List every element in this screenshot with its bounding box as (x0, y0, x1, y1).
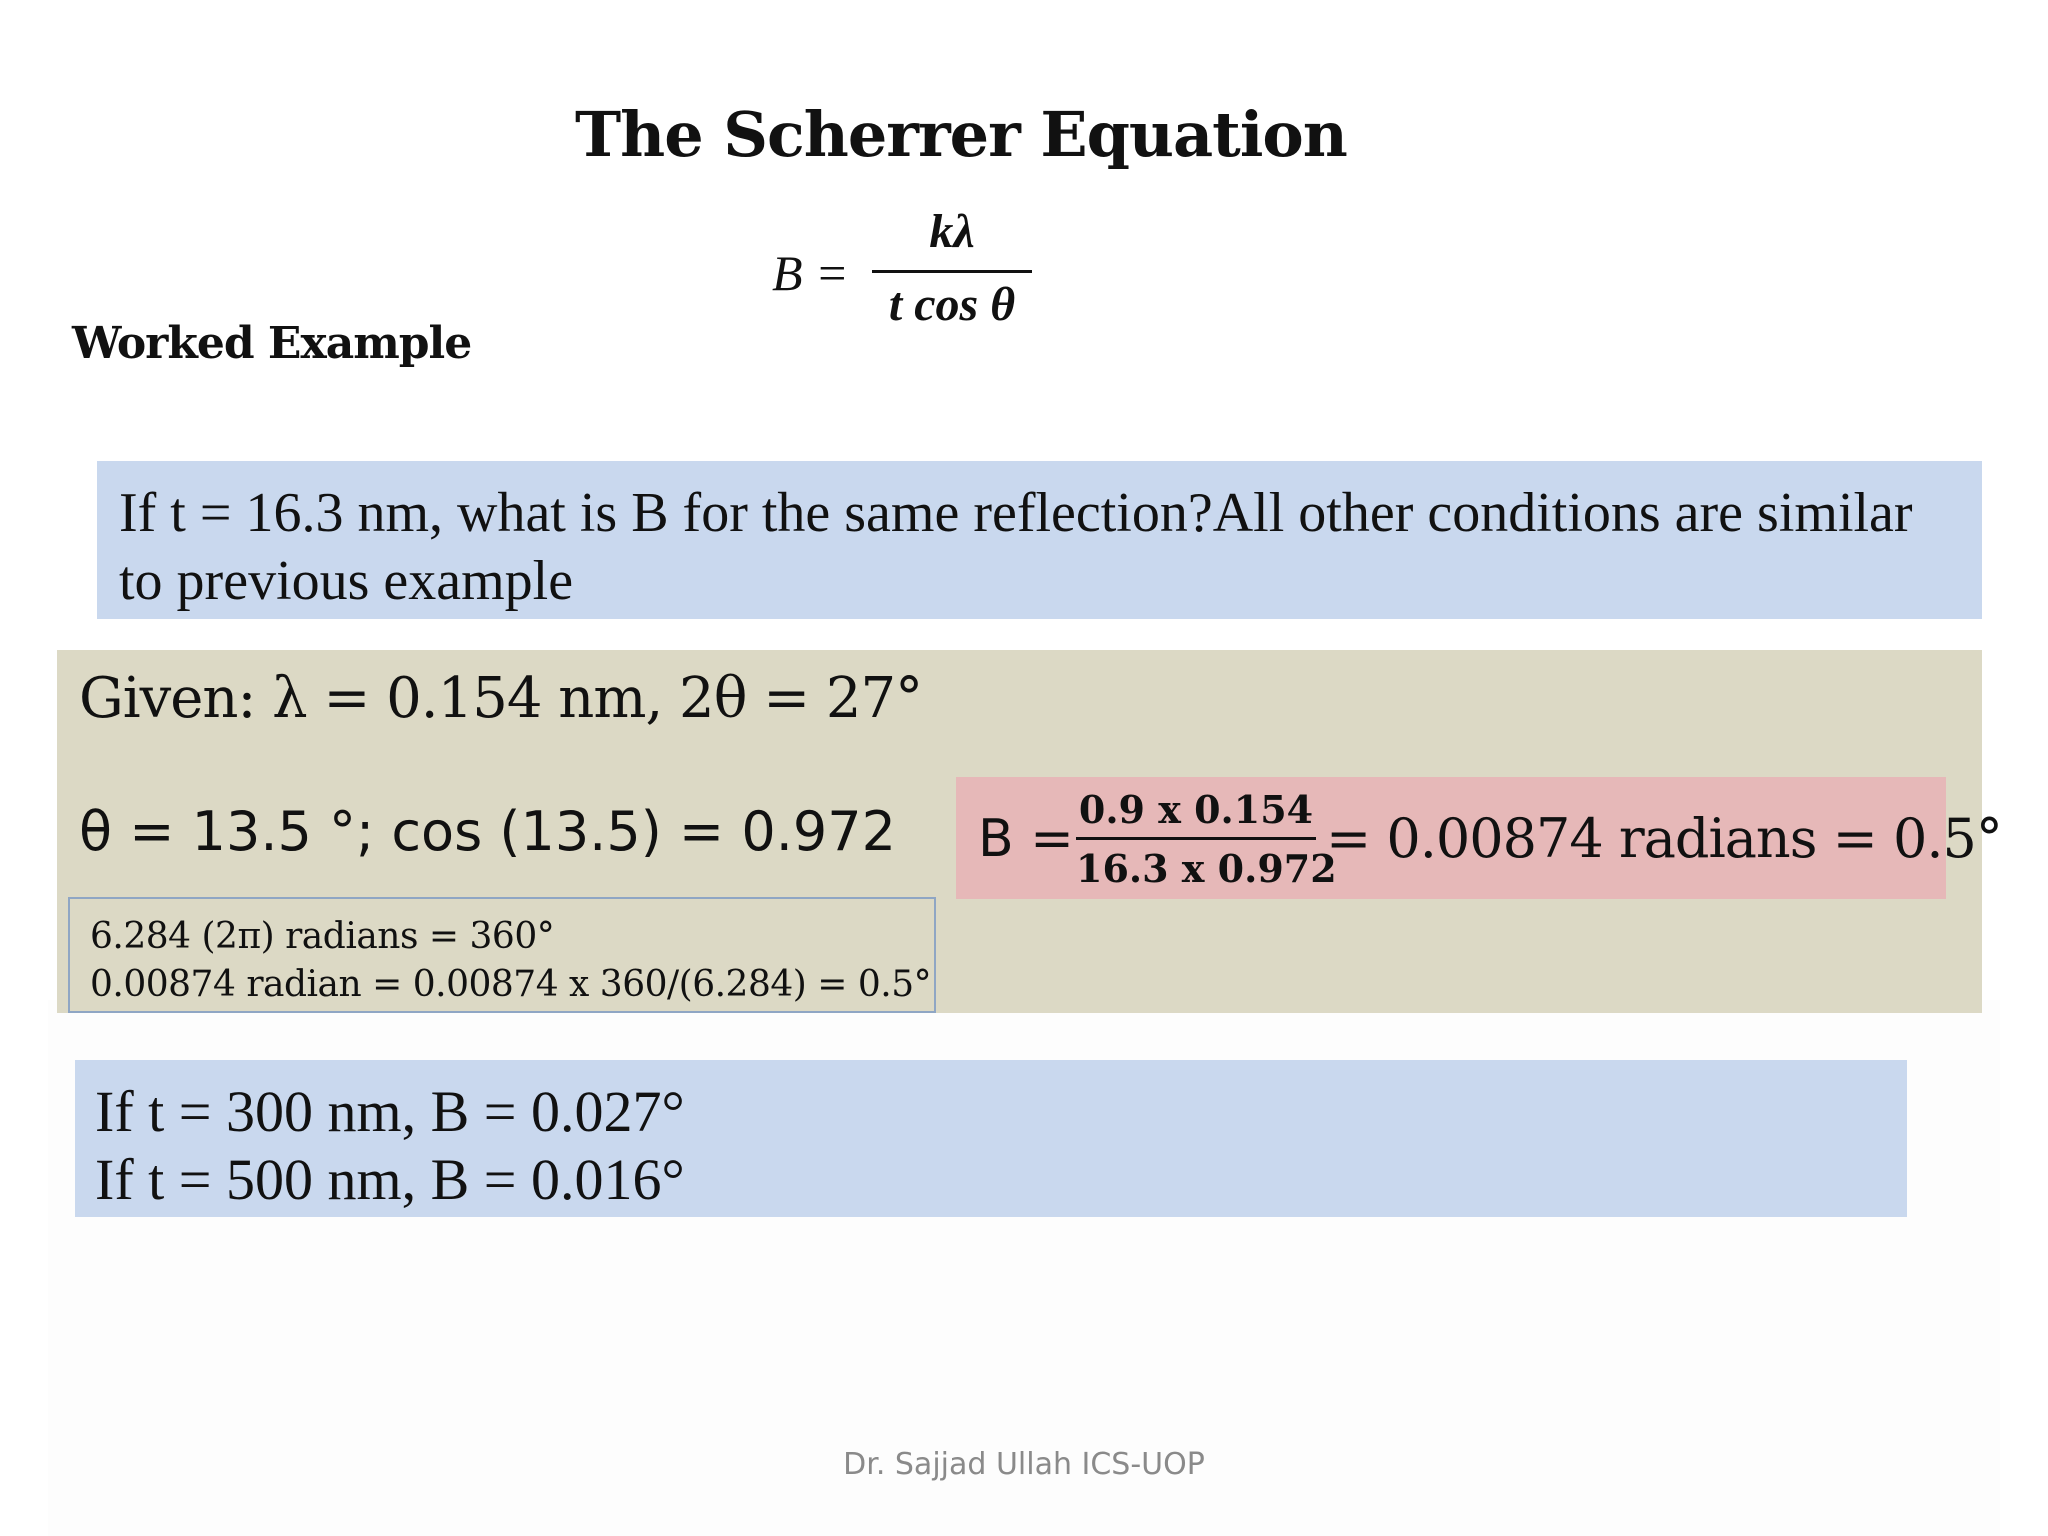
given-values: Given: λ = 0.154 nm, 2θ = 27° (79, 666, 923, 731)
result-rhs: = 0.00874 radians = 0.5° (1326, 807, 2002, 870)
result-fraction (1076, 785, 1337, 894)
question-text: If t = 16.3 nm, what is B for the same reflection?All other conditions are similar to previous example (119, 482, 1913, 612)
conversion-line-1: 6.284 (2π) radians = 360° (90, 916, 555, 957)
answer-line: If t = 300 nm, B = 0.027° (95, 1079, 685, 1144)
answer-line: If t = 500 nm, B = 0.016° (95, 1147, 685, 1212)
result-lhs: B = (978, 809, 1074, 869)
footer-credit: Dr. Sajjad Ullah ICS-UOP (843, 1447, 1205, 1482)
equation-denominator: t cos θ (888, 278, 1016, 331)
result-box (956, 777, 2002, 899)
scherrer-equation (772, 200, 1042, 340)
result-denominator: 16.3 x 0.972 (1076, 846, 1337, 891)
answer-box (75, 1060, 1907, 1217)
result-numerator: 0.9 x 0.154 (1078, 787, 1314, 832)
theta-values: θ = 13.5 °; cos (13.5) = 0.972 (79, 800, 896, 863)
fraction-bar (872, 270, 1032, 273)
question-box (97, 461, 1982, 619)
slide-title: The Scherrer Equation (575, 98, 1347, 171)
fraction-bar (1076, 837, 1316, 840)
radian-conversion-box (68, 897, 936, 1013)
equation-fraction (872, 200, 1032, 341)
worked-example-label: Worked Example (72, 318, 472, 369)
conversion-line-2: 0.00874 radian = 0.00874 x 360/(6.284) = 0.5° (90, 964, 932, 1005)
equation-lhs: B = (772, 245, 849, 301)
equation-numerator: kλ (929, 205, 975, 258)
